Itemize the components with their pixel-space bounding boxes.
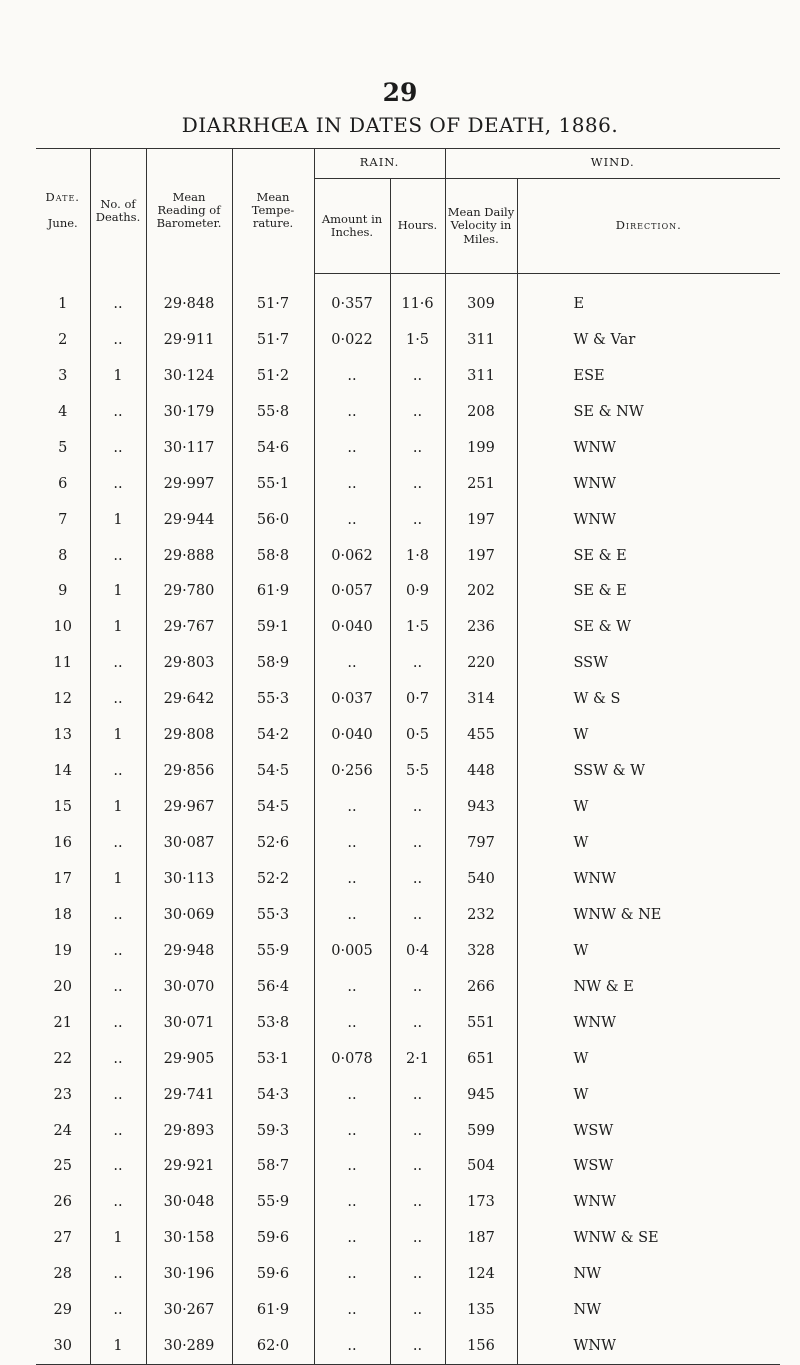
cell-wind-velocity: 551 bbox=[445, 1005, 517, 1041]
table-row bbox=[36, 430, 780, 466]
cell-rain-amount: .. bbox=[314, 466, 390, 502]
table-row bbox=[36, 1328, 780, 1364]
cell-wind-direction: E bbox=[573, 295, 585, 312]
cell-date: 7 bbox=[36, 502, 90, 538]
header-barometer: Mean Reading of Barometer. bbox=[146, 148, 232, 274]
cell-wind-direction: WNW bbox=[517, 1328, 780, 1364]
cell-date: 8 bbox=[36, 538, 90, 574]
cell-temperature: 61·9 bbox=[232, 1292, 314, 1328]
cell-date: 15 bbox=[36, 789, 90, 825]
cell-rain-hours: .. bbox=[390, 358, 445, 394]
cell-rain-hours: .. bbox=[390, 1077, 445, 1113]
cell-wind-velocity: 599 bbox=[445, 1113, 517, 1149]
cell-wind-direction: NW bbox=[573, 1266, 602, 1283]
table-row bbox=[36, 574, 780, 610]
cell-wind-velocity: 232 bbox=[445, 897, 517, 933]
cell-date: 28 bbox=[36, 1256, 90, 1292]
cell-rain-amount: 0·357 bbox=[314, 286, 390, 322]
cell-rain-amount: 0·256 bbox=[314, 753, 390, 789]
table-row bbox=[36, 753, 780, 789]
cell-temperature: 58·7 bbox=[232, 1149, 314, 1185]
table-row bbox=[36, 1005, 780, 1041]
table-row bbox=[36, 322, 780, 358]
header-wind-group bbox=[445, 148, 780, 179]
cell-temperature: 51·2 bbox=[232, 358, 314, 394]
cell-date: 19 bbox=[36, 933, 90, 969]
cell-wind-direction: W & Var bbox=[573, 331, 636, 348]
cell-wind-velocity: 187 bbox=[445, 1220, 517, 1256]
cell-temperature: 52·6 bbox=[232, 825, 314, 861]
cell-wind-direction: SSW & W bbox=[573, 763, 646, 780]
cell-wind-velocity: 266 bbox=[445, 969, 517, 1005]
cell-barometer: 29·888 bbox=[146, 538, 232, 574]
table-row bbox=[36, 1292, 780, 1328]
cell-deaths: .. bbox=[90, 1184, 146, 1220]
cell-deaths: 1 bbox=[90, 861, 146, 897]
table-row bbox=[36, 1077, 780, 1113]
cell-wind-direction: W & S bbox=[573, 691, 621, 708]
cell-wind-velocity: 202 bbox=[445, 574, 517, 610]
cell-barometer: 29·905 bbox=[146, 1041, 232, 1077]
table-row bbox=[36, 1041, 780, 1077]
cell-temperature: 58·8 bbox=[232, 538, 314, 574]
cell-deaths: .. bbox=[90, 394, 146, 430]
cell-barometer: 30·071 bbox=[146, 1005, 232, 1041]
cell-date: 10 bbox=[36, 609, 90, 645]
cell-temperature: 55·8 bbox=[232, 394, 314, 430]
cell-rain-amount: .. bbox=[314, 358, 390, 394]
cell-temperature: 54·2 bbox=[232, 717, 314, 753]
cell-wind-direction: ESE bbox=[573, 367, 605, 384]
cell-date: 14 bbox=[36, 753, 90, 789]
table-row bbox=[36, 717, 780, 753]
cell-date: 17 bbox=[36, 861, 90, 897]
cell-deaths: 1 bbox=[90, 1328, 146, 1364]
cell-wind-direction: NW bbox=[573, 1302, 602, 1319]
header-temperature: Mean Tempe- rature. bbox=[232, 148, 314, 274]
cell-barometer: 30·048 bbox=[146, 1184, 232, 1220]
cell-wind-velocity: 236 bbox=[445, 609, 517, 645]
cell-rain-amount: .. bbox=[314, 1220, 390, 1256]
header-date-label: Date. bbox=[45, 189, 80, 204]
cell-rain-hours: .. bbox=[390, 1149, 445, 1185]
cell-wind-direction: W bbox=[573, 835, 589, 852]
cell-rain-amount: .. bbox=[314, 430, 390, 466]
spacer-row bbox=[36, 274, 780, 287]
cell-barometer: 29·808 bbox=[146, 717, 232, 753]
cell-rain-amount: .. bbox=[314, 1292, 390, 1328]
header-rain-amount: Amount in Inches. bbox=[314, 179, 390, 274]
cell-rain-amount: .. bbox=[314, 645, 390, 681]
cell-temperature: 59·6 bbox=[232, 1256, 314, 1292]
cell-wind-velocity: 945 bbox=[445, 1077, 517, 1113]
cell-rain-amount: 0·005 bbox=[314, 933, 390, 969]
cell-wind-direction: W bbox=[573, 1050, 589, 1067]
cell-barometer: 30·113 bbox=[146, 861, 232, 897]
page-number: 29 bbox=[382, 78, 418, 107]
cell-rain-amount: 0·022 bbox=[314, 322, 390, 358]
cell-deaths: .. bbox=[90, 969, 146, 1005]
cell-wind-velocity: 448 bbox=[445, 753, 517, 789]
cell-date: 13 bbox=[36, 717, 90, 753]
table-row bbox=[36, 286, 780, 322]
table-row bbox=[36, 825, 780, 861]
cell-rain-hours: 1·8 bbox=[390, 538, 445, 574]
cell-wind-velocity: 455 bbox=[445, 717, 517, 753]
cell-rain-hours: .. bbox=[390, 645, 445, 681]
cell-temperature: 59·1 bbox=[232, 609, 314, 645]
cell-temperature: 61·9 bbox=[232, 574, 314, 610]
cell-rain-hours: .. bbox=[390, 1292, 445, 1328]
cell-rain-amount: 0·040 bbox=[314, 609, 390, 645]
cell-deaths: .. bbox=[90, 1256, 146, 1292]
cell-date: 26 bbox=[36, 1184, 90, 1220]
cell-wind-direction: WNW bbox=[573, 475, 616, 492]
cell-wind-velocity: 311 bbox=[445, 358, 517, 394]
cell-wind-velocity: 251 bbox=[445, 466, 517, 502]
cell-deaths: .. bbox=[90, 897, 146, 933]
cell-temperature: 54·5 bbox=[232, 789, 314, 825]
cell-wind-direction: W bbox=[573, 799, 589, 816]
cell-wind-direction: WNW & NE bbox=[573, 906, 662, 923]
header-date bbox=[36, 148, 90, 274]
cell-rain-hours: .. bbox=[390, 789, 445, 825]
cell-rain-hours: 5·5 bbox=[390, 753, 445, 789]
cell-barometer: 29·911 bbox=[146, 322, 232, 358]
cell-deaths: .. bbox=[90, 645, 146, 681]
cell-date: 1 bbox=[36, 286, 90, 322]
table-row bbox=[36, 969, 780, 1005]
cell-deaths: 1 bbox=[90, 358, 146, 394]
cell-barometer: 30·087 bbox=[146, 825, 232, 861]
cell-rain-hours: .. bbox=[390, 1184, 445, 1220]
cell-rain-hours: .. bbox=[390, 430, 445, 466]
cell-wind-direction: SSW bbox=[573, 655, 609, 672]
cell-date: 27 bbox=[36, 1220, 90, 1256]
cell-wind-direction: SE & W bbox=[573, 619, 632, 636]
cell-wind-direction: SE & NW bbox=[573, 403, 644, 420]
cell-wind-velocity: 314 bbox=[445, 681, 517, 717]
cell-date: 22 bbox=[36, 1041, 90, 1077]
cell-rain-amount: .. bbox=[314, 825, 390, 861]
cell-barometer: 29·741 bbox=[146, 1077, 232, 1113]
weather-deaths-table bbox=[36, 148, 780, 1365]
cell-rain-hours: 1·5 bbox=[390, 322, 445, 358]
cell-temperature: 55·3 bbox=[232, 897, 314, 933]
cell-rain-amount: .. bbox=[314, 897, 390, 933]
cell-deaths: .. bbox=[90, 538, 146, 574]
cell-wind-velocity: 328 bbox=[445, 933, 517, 969]
cell-temperature: 62·0 bbox=[232, 1328, 314, 1364]
cell-deaths: .. bbox=[90, 1113, 146, 1149]
cell-rain-amount: .. bbox=[314, 394, 390, 430]
cell-wind-direction: W bbox=[573, 1086, 589, 1103]
cell-deaths: 1 bbox=[90, 609, 146, 645]
cell-deaths: 1 bbox=[90, 1220, 146, 1256]
table-row bbox=[36, 1256, 780, 1292]
cell-rain-amount: 0·057 bbox=[314, 574, 390, 610]
header-wind-direction-label: Direction. bbox=[615, 218, 682, 233]
cell-date: 18 bbox=[36, 897, 90, 933]
cell-temperature: 56·4 bbox=[232, 969, 314, 1005]
cell-barometer: 30·070 bbox=[146, 969, 232, 1005]
cell-rain-amount: 0·078 bbox=[314, 1041, 390, 1077]
cell-rain-amount: .. bbox=[314, 789, 390, 825]
cell-barometer: 29·780 bbox=[146, 574, 232, 610]
cell-rain-amount: .. bbox=[314, 1113, 390, 1149]
cell-rain-hours: 0·4 bbox=[390, 933, 445, 969]
cell-deaths: .. bbox=[90, 1005, 146, 1041]
cell-date: 12 bbox=[36, 681, 90, 717]
cell-wind-direction: NW & E bbox=[573, 978, 634, 995]
cell-date: 11 bbox=[36, 645, 90, 681]
cell-rain-amount: .. bbox=[314, 502, 390, 538]
cell-barometer: 30·117 bbox=[146, 430, 232, 466]
table-row bbox=[36, 538, 780, 574]
cell-barometer: 29·893 bbox=[146, 1113, 232, 1149]
table-row bbox=[36, 466, 780, 502]
cell-wind-velocity: 540 bbox=[445, 861, 517, 897]
cell-rain-hours: .. bbox=[390, 1328, 445, 1364]
cell-wind-direction: WSW bbox=[573, 1122, 614, 1139]
cell-rain-amount: .. bbox=[314, 1256, 390, 1292]
cell-wind-direction: W bbox=[573, 727, 589, 744]
cell-wind-direction: WNW bbox=[573, 439, 616, 456]
table-row bbox=[36, 394, 780, 430]
cell-date: 25 bbox=[36, 1149, 90, 1185]
cell-date: 20 bbox=[36, 969, 90, 1005]
cell-wind-velocity: 651 bbox=[445, 1041, 517, 1077]
cell-wind-direction: WNW & SE bbox=[573, 1230, 659, 1247]
table-row bbox=[36, 933, 780, 969]
table-row bbox=[36, 502, 780, 538]
cell-rain-amount: 0·037 bbox=[314, 681, 390, 717]
cell-barometer: 29·948 bbox=[146, 933, 232, 969]
cell-wind-velocity: 220 bbox=[445, 645, 517, 681]
cell-barometer: 29·967 bbox=[146, 789, 232, 825]
cell-date: 3 bbox=[36, 358, 90, 394]
cell-date: 16 bbox=[36, 825, 90, 861]
header-wind-velocity: Mean Daily Velocity in Miles. bbox=[445, 179, 517, 274]
cell-rain-hours: 0·5 bbox=[390, 717, 445, 753]
cell-rain-amount: 0·040 bbox=[314, 717, 390, 753]
cell-rain-hours: .. bbox=[390, 897, 445, 933]
cell-date: 24 bbox=[36, 1113, 90, 1149]
cell-barometer: 29·803 bbox=[146, 645, 232, 681]
cell-rain-hours: .. bbox=[390, 502, 445, 538]
table-row bbox=[36, 1184, 780, 1220]
cell-rain-hours: .. bbox=[390, 1113, 445, 1149]
cell-deaths: .. bbox=[90, 322, 146, 358]
cell-wind-velocity: 124 bbox=[445, 1256, 517, 1292]
header-rain-label: RAIN. bbox=[359, 155, 400, 170]
header-wind-label: WIND. bbox=[590, 155, 635, 170]
cell-deaths: .. bbox=[90, 1292, 146, 1328]
cell-rain-hours: 0·7 bbox=[390, 681, 445, 717]
cell-deaths: .. bbox=[90, 286, 146, 322]
cell-date: 6 bbox=[36, 466, 90, 502]
cell-date: 21 bbox=[36, 1005, 90, 1041]
cell-rain-hours: .. bbox=[390, 394, 445, 430]
table-row bbox=[36, 1220, 780, 1256]
cell-rain-hours: .. bbox=[390, 466, 445, 502]
cell-barometer: 30·158 bbox=[146, 1220, 232, 1256]
cell-rain-hours: .. bbox=[390, 1256, 445, 1292]
table-row bbox=[36, 609, 780, 645]
cell-barometer: 29·642 bbox=[146, 681, 232, 717]
cell-date: 9 bbox=[36, 574, 90, 610]
cell-temperature: 55·3 bbox=[232, 681, 314, 717]
cell-rain-hours: .. bbox=[390, 969, 445, 1005]
header-wind-direction bbox=[517, 179, 780, 274]
cell-date: 29 bbox=[36, 1292, 90, 1328]
cell-date: 23 bbox=[36, 1077, 90, 1113]
cell-barometer: 30·289 bbox=[146, 1328, 232, 1364]
cell-temperature: 55·1 bbox=[232, 466, 314, 502]
cell-rain-hours: .. bbox=[390, 1005, 445, 1041]
cell-temperature: 54·3 bbox=[232, 1077, 314, 1113]
cell-barometer: 29·848 bbox=[146, 286, 232, 322]
cell-deaths: .. bbox=[90, 1041, 146, 1077]
table-row bbox=[36, 897, 780, 933]
cell-wind-direction: SE & E bbox=[573, 547, 627, 564]
cell-deaths: 1 bbox=[90, 789, 146, 825]
cell-wind-velocity: 311 bbox=[445, 322, 517, 358]
cell-rain-hours: 1·5 bbox=[390, 609, 445, 645]
cell-date: 2 bbox=[36, 322, 90, 358]
cell-temperature: 55·9 bbox=[232, 1184, 314, 1220]
table-body bbox=[36, 274, 780, 1365]
cell-deaths: .. bbox=[90, 753, 146, 789]
cell-wind-direction: WNW bbox=[573, 1194, 616, 1211]
header-rain-group bbox=[314, 148, 445, 179]
cell-barometer: 29·856 bbox=[146, 753, 232, 789]
cell-temperature: 58·9 bbox=[232, 645, 314, 681]
cell-temperature: 51·7 bbox=[232, 286, 314, 322]
cell-barometer: 30·267 bbox=[146, 1292, 232, 1328]
cell-deaths: .. bbox=[90, 1077, 146, 1113]
table-row bbox=[36, 861, 780, 897]
cell-deaths: .. bbox=[90, 825, 146, 861]
cell-deaths: .. bbox=[90, 466, 146, 502]
cell-temperature: 59·3 bbox=[232, 1113, 314, 1149]
cell-barometer: 29·921 bbox=[146, 1149, 232, 1185]
cell-wind-direction: SE & E bbox=[573, 583, 627, 600]
cell-temperature: 51·7 bbox=[232, 322, 314, 358]
cell-deaths: 1 bbox=[90, 574, 146, 610]
cell-barometer: 30·196 bbox=[146, 1256, 232, 1292]
cell-wind-velocity: 197 bbox=[445, 538, 517, 574]
cell-wind-velocity: 199 bbox=[445, 430, 517, 466]
cell-rain-amount: .. bbox=[314, 969, 390, 1005]
table-row bbox=[36, 1113, 780, 1149]
cell-barometer: 30·124 bbox=[146, 358, 232, 394]
cell-temperature: 54·5 bbox=[232, 753, 314, 789]
cell-temperature: 53·1 bbox=[232, 1041, 314, 1077]
cell-rain-amount: .. bbox=[314, 1184, 390, 1220]
cell-rain-hours: 0·9 bbox=[390, 574, 445, 610]
cell-rain-amount: .. bbox=[314, 1005, 390, 1041]
page-title: DIARRHŒA IN DATES OF DEATH, 1886. bbox=[181, 113, 619, 137]
cell-date: 30 bbox=[36, 1328, 90, 1364]
table-row bbox=[36, 645, 780, 681]
cell-rain-hours: .. bbox=[390, 861, 445, 897]
header-month-label: June. bbox=[47, 216, 78, 231]
cell-wind-velocity: 797 bbox=[445, 825, 517, 861]
cell-rain-amount: .. bbox=[314, 1149, 390, 1185]
cell-barometer: 29·944 bbox=[146, 502, 232, 538]
cell-deaths: .. bbox=[90, 430, 146, 466]
cell-rain-amount: .. bbox=[314, 861, 390, 897]
cell-rain-hours: 11·6 bbox=[390, 286, 445, 322]
cell-rain-hours: 2·1 bbox=[390, 1041, 445, 1077]
cell-wind-velocity: 504 bbox=[445, 1149, 517, 1185]
cell-wind-direction: WNW bbox=[573, 511, 616, 528]
cell-date: 5 bbox=[36, 430, 90, 466]
cell-wind-velocity: 197 bbox=[445, 502, 517, 538]
cell-barometer: 30·069 bbox=[146, 897, 232, 933]
cell-deaths: .. bbox=[90, 933, 146, 969]
cell-wind-velocity: 208 bbox=[445, 394, 517, 430]
cell-temperature: 59·6 bbox=[232, 1220, 314, 1256]
cell-barometer: 30·179 bbox=[146, 394, 232, 430]
cell-rain-amount: 0·062 bbox=[314, 538, 390, 574]
cell-temperature: 52·2 bbox=[232, 861, 314, 897]
cell-deaths: 1 bbox=[90, 502, 146, 538]
cell-deaths: 1 bbox=[90, 717, 146, 753]
cell-rain-hours: .. bbox=[390, 1220, 445, 1256]
cell-wind-velocity: 156 bbox=[445, 1328, 517, 1364]
cell-temperature: 53·8 bbox=[232, 1005, 314, 1041]
cell-wind-direction: WNW bbox=[573, 1014, 616, 1031]
cell-date: 4 bbox=[36, 394, 90, 430]
cell-barometer: 29·767 bbox=[146, 609, 232, 645]
cell-deaths: .. bbox=[90, 1149, 146, 1185]
cell-wind-direction: WSW bbox=[573, 1158, 614, 1175]
cell-rain-amount: .. bbox=[314, 1328, 390, 1364]
cell-temperature: 56·0 bbox=[232, 502, 314, 538]
table-row bbox=[36, 681, 780, 717]
cell-temperature: 54·6 bbox=[232, 430, 314, 466]
cell-wind-velocity: 943 bbox=[445, 789, 517, 825]
cell-rain-amount: .. bbox=[314, 1077, 390, 1113]
header-deaths: No. of Deaths. bbox=[90, 148, 146, 274]
table-row bbox=[36, 1149, 780, 1185]
cell-wind-velocity: 309 bbox=[445, 286, 517, 322]
cell-barometer: 29·997 bbox=[146, 466, 232, 502]
cell-wind-direction: W bbox=[573, 942, 589, 959]
cell-rain-hours: .. bbox=[390, 825, 445, 861]
header-rain-hours: Hours. bbox=[390, 179, 445, 274]
cell-wind-velocity: 173 bbox=[445, 1184, 517, 1220]
cell-deaths: .. bbox=[90, 681, 146, 717]
cell-temperature: 55·9 bbox=[232, 933, 314, 969]
cell-wind-direction: WNW bbox=[573, 870, 616, 887]
table-row bbox=[36, 358, 780, 394]
cell-wind-velocity: 135 bbox=[445, 1292, 517, 1328]
table-row bbox=[36, 789, 780, 825]
